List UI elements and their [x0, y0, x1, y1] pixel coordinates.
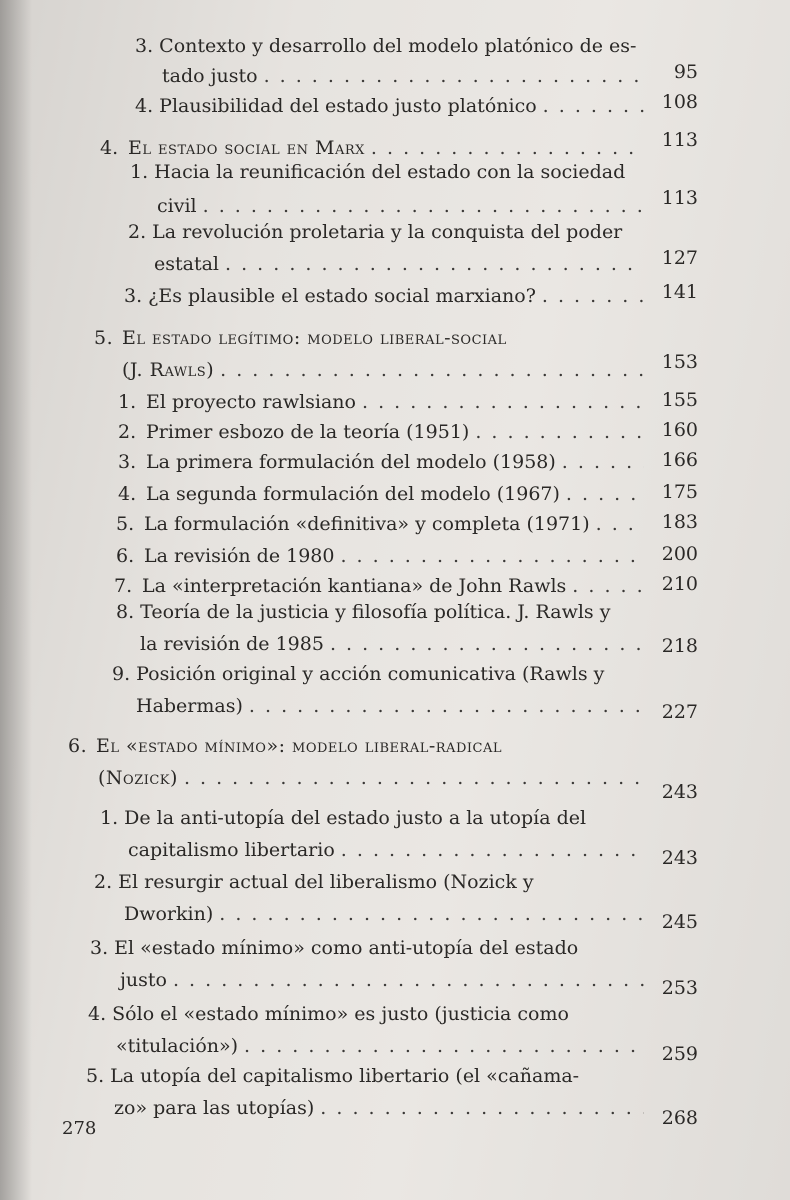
page-ref: 175 — [661, 481, 698, 503]
toc-entry-4-3 — [124, 282, 698, 308]
toc-entry-text: capitalismo libertario — [128, 839, 335, 861]
toc-entry-text: La «interpretación kantiana» de John Rawls — [142, 575, 567, 597]
page-ref: 160 — [661, 419, 698, 441]
page-ref: 243 — [661, 781, 698, 803]
leader-dots — [173, 968, 644, 992]
chapter-title: El «estado mínimo»: modelo liberal-radical — [96, 735, 502, 757]
toc-entry-text: La segunda formulación del modelo (1967) — [146, 483, 560, 505]
toc-entry-text: tado justo — [162, 65, 258, 87]
page-ref: 127 — [661, 247, 698, 269]
toc-entry-6-4-line2 — [116, 1032, 698, 1058]
toc-entry-text: zo» para las utopías) — [114, 1097, 315, 1119]
entry-number: 2. — [118, 421, 137, 443]
toc-entry-4-1-line2 — [157, 192, 698, 218]
toc-entry-text: la revisión de 1985 — [140, 633, 324, 655]
toc-entry-text: «titulación») — [116, 1035, 239, 1057]
page-ref: 210 — [661, 573, 698, 595]
toc-chapter-6-line2 — [98, 764, 698, 790]
chapter-number: 4. — [100, 137, 119, 159]
page-ref: 113 — [661, 129, 698, 151]
toc-entry-5-5 — [116, 510, 698, 536]
page-ref: 183 — [661, 511, 698, 533]
page-number: 278 — [62, 1118, 97, 1139]
toc-entry-4-1-line1: 1. Hacia la reunificación del estado con la sociedad — [130, 161, 626, 183]
toc-entry-6-1-line2 — [128, 836, 698, 862]
toc-entry-5-2 — [118, 418, 698, 444]
page-ref: 155 — [661, 389, 698, 411]
leader-dots — [562, 450, 644, 474]
leader-dots — [249, 694, 644, 718]
leader-dots — [475, 420, 644, 444]
leader-dots — [341, 838, 644, 862]
toc-entry-5-9-line2 — [136, 692, 698, 718]
toc-entry-6-2-line1: 2. El resurgir actual del liberalismo (Nozick y — [94, 871, 534, 893]
leader-dots — [566, 482, 644, 506]
toc-entry-text: La revisión de 1980 — [144, 545, 335, 567]
leader-dots — [184, 766, 644, 790]
leader-dots — [330, 632, 644, 656]
toc-entry-text: Habermas) — [136, 695, 243, 717]
toc-entry-text: civil — [157, 195, 197, 217]
page-ref: 245 — [661, 911, 698, 933]
page-ref: 166 — [661, 449, 698, 471]
leader-dots — [264, 64, 644, 88]
toc-entry-5-3 — [118, 448, 698, 474]
toc-entry-text: estatal — [154, 253, 219, 275]
toc-entry-text: El proyecto rawlsiano — [146, 391, 356, 413]
toc-entry-3-line1: 3. Contexto y desarrollo del modelo platónico de es- — [135, 35, 637, 57]
toc-entry-5-1 — [118, 388, 698, 414]
toc-chapter-4 — [100, 134, 698, 160]
leader-dots — [220, 358, 644, 382]
toc-entry-6-3-line1: 3. El «estado mínimo» como anti-utopía del estado — [90, 937, 579, 959]
toc-entry-text: Dworkin) — [124, 903, 214, 925]
page-ref: 259 — [661, 1043, 698, 1065]
leader-dots — [362, 390, 644, 414]
toc-entry-text: justo — [120, 969, 167, 991]
entry-number: 1. — [118, 391, 137, 413]
toc-entry-5-6 — [116, 542, 698, 568]
chapter-number: 5. — [94, 327, 114, 349]
toc-entry-text: La formulación «definitiva» y completa (1971) — [144, 513, 590, 535]
toc-entry-6-1-line1: 1. De la anti-utopía del estado justo a la utopía del — [100, 807, 587, 829]
toc-entry-text: La primera formulación del modelo (1958) — [146, 451, 556, 473]
toc-entry-6-5-line2 — [114, 1094, 698, 1120]
toc-entry-6-3-line2 — [120, 966, 698, 992]
entry-number: 7. — [114, 575, 133, 597]
toc-entry-text: Primer esbozo de la teoría (1951) — [146, 421, 470, 443]
page-ref: 95 — [673, 61, 698, 83]
toc-entry-5-8-line2 — [140, 630, 698, 656]
toc-entry-5-8-line1: 8. Teoría de la justicia y filosofía política. J. Rawls y — [116, 601, 611, 623]
page-ref: 227 — [661, 701, 698, 723]
page-ref: 268 — [661, 1107, 698, 1129]
toc-entry-text: 4. Plausibilidad del estado justo platónico — [135, 95, 537, 117]
leader-dots — [572, 574, 644, 598]
chapter-number: 6. — [68, 735, 88, 757]
page-ref: 108 — [661, 91, 698, 113]
leader-dots — [340, 544, 644, 568]
toc-entry-4 — [135, 92, 698, 118]
toc-entry-5-4 — [118, 480, 698, 506]
leader-dots — [371, 136, 644, 160]
leader-dots — [219, 902, 644, 926]
toc-entry-6-5-line1: 5. La utopía del capitalismo libertario (el «cañama- — [86, 1065, 580, 1087]
entry-number: 6. — [116, 545, 135, 567]
chapter-title: El estado legítimo: modelo liberal-social — [122, 327, 507, 349]
entry-number: 3. — [118, 451, 137, 473]
entry-number: 5. — [116, 513, 135, 535]
page-ref: 141 — [661, 281, 698, 303]
toc-entry-5-7 — [114, 572, 698, 598]
toc-entry-4-2-line2 — [154, 250, 698, 276]
toc-entry-6-2-line2 — [124, 900, 698, 926]
toc-entry-5-9-line1: 9. Posición original y acción comunicativa (Rawls y — [112, 663, 605, 685]
page-ref: 153 — [661, 351, 698, 373]
entry-number: 4. — [118, 483, 137, 505]
toc-chapter-6-line1 — [68, 734, 502, 758]
page-ref: 218 — [661, 635, 698, 657]
toc-entry-4-2-line1: 2. La revolución proletaria y la conquista del poder — [128, 221, 623, 243]
chapter-title-cont: (J. Rawls) — [122, 359, 215, 381]
leader-dots — [543, 94, 644, 118]
leader-dots — [596, 512, 644, 536]
page-ref: 200 — [661, 543, 698, 565]
page-ref: 243 — [661, 847, 698, 869]
toc-entry-6-4-line1: 4. Sólo el «estado mínimo» es justo (justicia como — [88, 1003, 569, 1025]
toc-entry-3-line2 — [162, 62, 698, 88]
toc-entry-text: 3. ¿Es plausible el estado social marxiano? — [124, 285, 536, 307]
chapter-title: El estado social en Marx — [128, 137, 365, 159]
page-ref: 253 — [661, 977, 698, 999]
leader-dots — [203, 194, 644, 218]
leader-dots — [225, 252, 644, 276]
page-ref: 113 — [661, 187, 698, 209]
leader-dots — [244, 1034, 644, 1058]
chapter-title-cont: (Nozick) — [98, 767, 178, 789]
leader-dots — [542, 284, 644, 308]
toc-chapter-5-line1 — [94, 326, 507, 350]
toc-chapter-5-line2 — [122, 356, 698, 382]
leader-dots — [320, 1096, 644, 1120]
gutter-shadow — [0, 0, 32, 1200]
